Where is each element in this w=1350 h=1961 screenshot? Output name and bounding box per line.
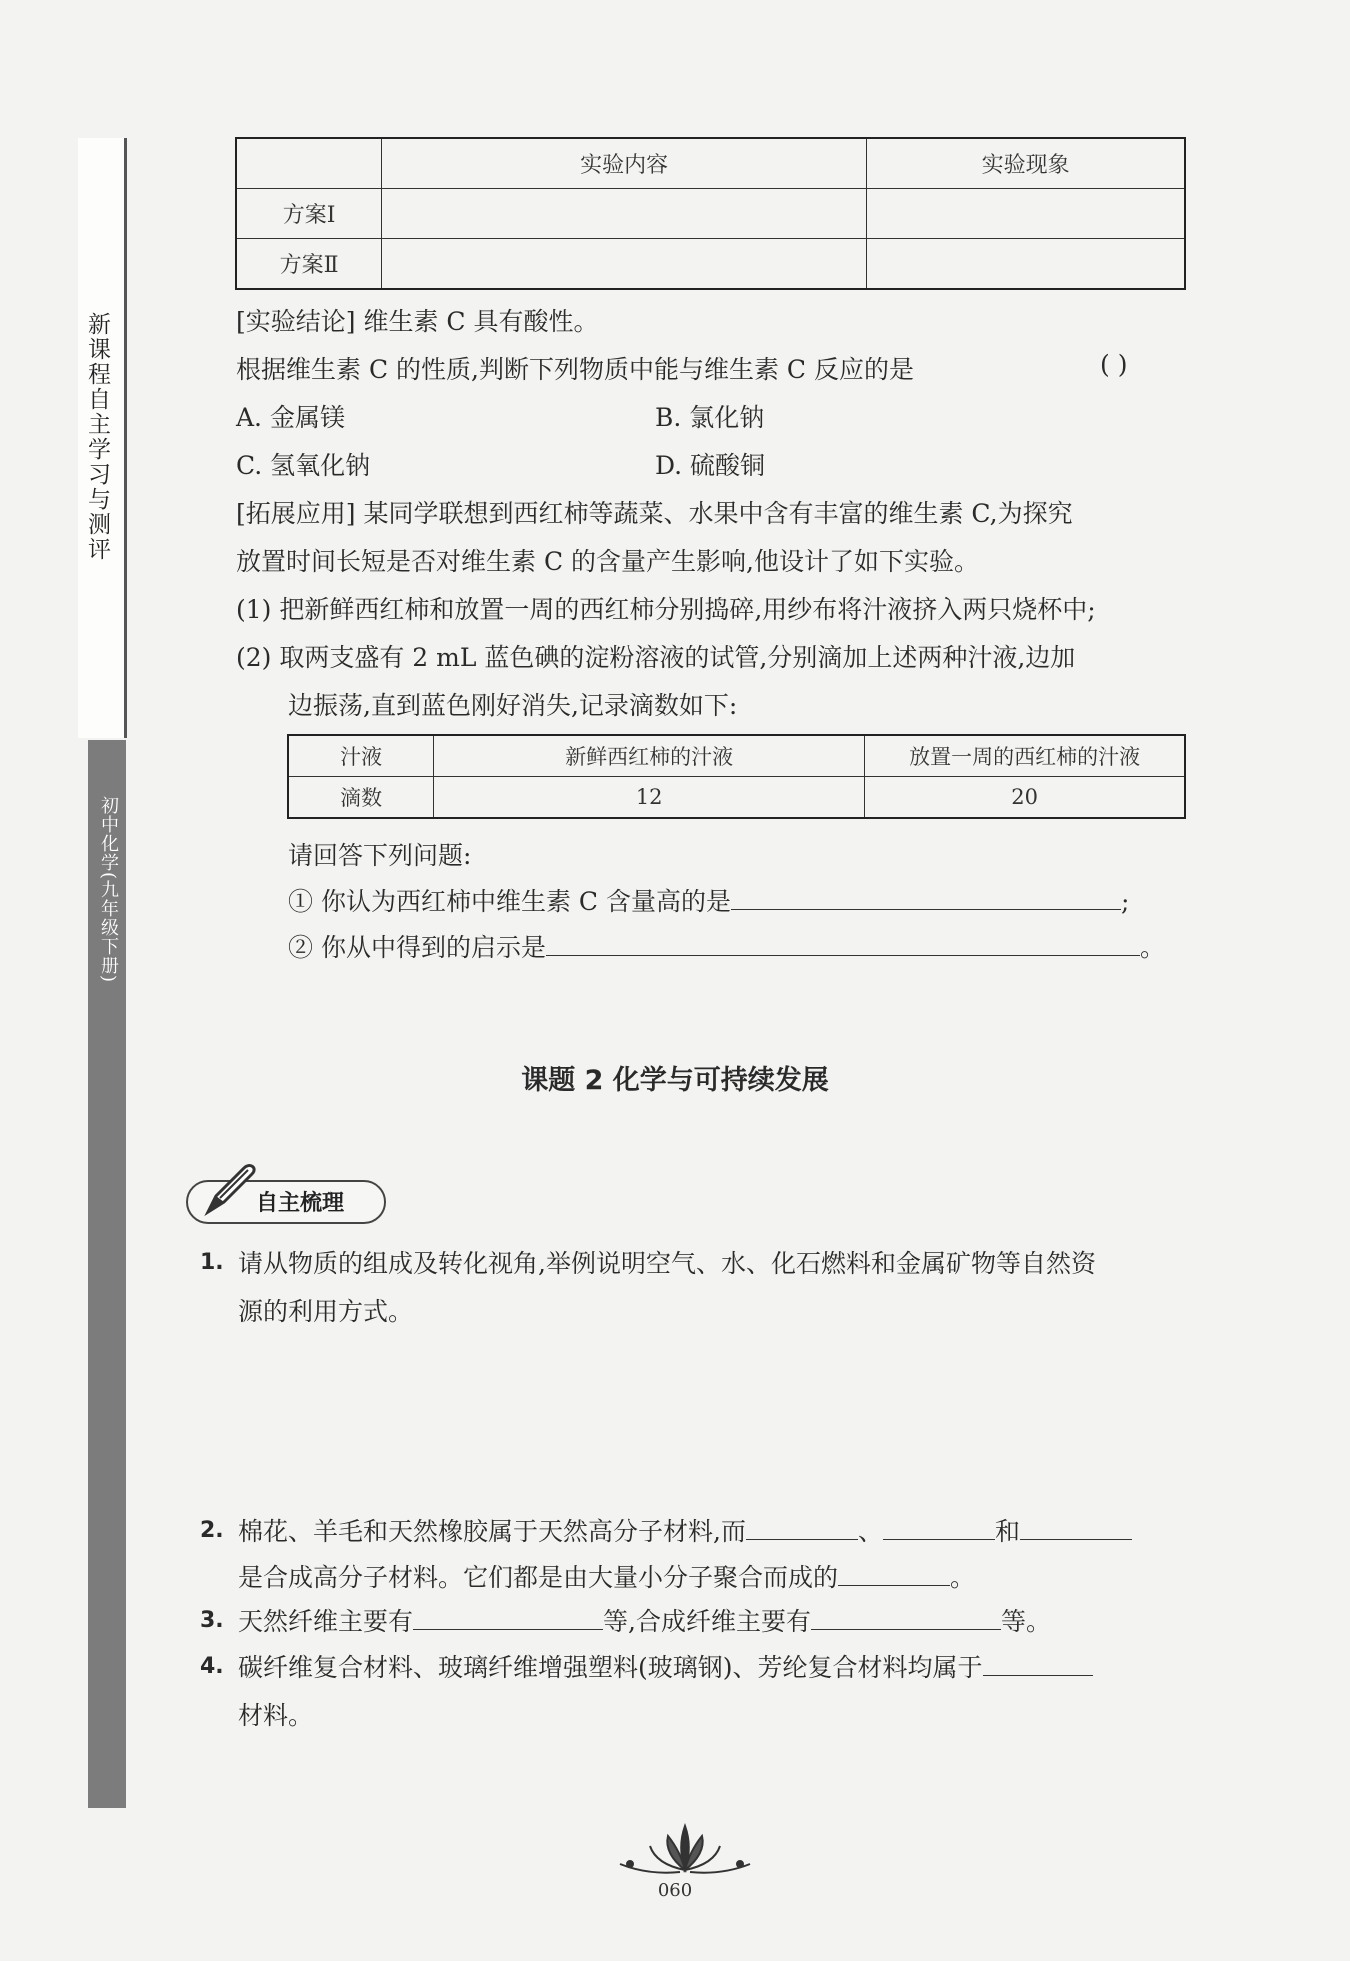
item-3-text-b: 等,合成纤维主要有 [603,1607,811,1636]
table-header-cell: 实验内容 [382,138,867,189]
answer-prompt: 请回答下列问题: [288,841,472,870]
extension-step2a: (2) 取两支盛有 2 mL 蓝色碘的淀粉溶液的试管,分别滴加上述两种汁液,边加 [236,643,1076,672]
sub-question-2 [288,928,1165,964]
item-3-text-a: 天然纤维主要有 [238,1607,414,1636]
table-cell: 滴数 [288,777,434,819]
table-cell: 方案Ⅰ [236,189,382,239]
option-c: C. 氢氧化钠 [236,451,371,480]
table-cell: 12 [434,777,865,819]
extension-step2b: 边振荡,直到蓝色刚好消失,记录滴数如下: [288,691,738,720]
table-cell: 20 [865,777,1185,819]
sub-question-2-text: ② 你从中得到的启示是 [288,933,546,962]
item-number: 3. [200,1608,224,1633]
item-3-line [238,1602,1051,1638]
sub-question-1 [288,882,1129,918]
table-header-row [236,138,1185,189]
answer-blank[interactable] [546,929,1140,956]
answer-blank[interactable] [883,1513,995,1540]
answer-blank[interactable] [983,1649,1093,1676]
item-2-end: 。 [950,1563,976,1592]
table-row [236,239,1185,290]
extension-step1: (1) 把新鲜西红柿和放置一周的西红柿分别捣碎,用纱布将汁液挤入两只烧杯中; [236,595,1096,624]
answer-blank[interactable] [838,1559,950,1586]
table-row [236,189,1185,239]
item-3-number [200,1604,224,1633]
table-cell: 方案Ⅱ [236,239,382,290]
answer-blank[interactable] [811,1603,1001,1630]
answer-blank[interactable] [1020,1513,1132,1540]
book-title: 初中化学(九年级下册) [98,796,119,984]
table-header-row [288,735,1185,777]
series-title: 新课程自主学习与测评 [84,312,110,562]
item-4-text-a: 碳纤维复合材料、玻璃纤维增强塑料(玻璃钢)、芳纶复合材料均属于 [238,1653,983,1682]
answer-blank[interactable] [731,883,1121,910]
floral-ornament-icon [610,1820,760,1878]
item-2-line1 [238,1512,1132,1548]
table-header-cell: 新鲜西红柿的汁液 [434,735,865,777]
extension-line2: 放置时间长短是否对维生素 C 的含量产生影响,他设计了如下实验。 [236,547,979,576]
page-number: 060 [657,1880,693,1901]
item-3-text-c: 等。 [1000,1607,1051,1636]
item-2-number [200,1514,224,1543]
item-2-text-b: 是合成高分子材料。它们都是由大量小分子聚合而成的 [238,1563,839,1592]
table-header-cell: 放置一周的西红柿的汁液 [865,735,1185,777]
lesson-title: 课题 2 化学与可持续发展 [521,1065,829,1096]
section-badge-label: 自主梳理 [256,1191,345,1216]
pen-icon [198,1160,260,1220]
item-number: 2. [200,1518,224,1543]
item-1-line2: 源的利用方式。 [238,1297,414,1326]
sub-question-1-text: ① 你认为西红柿中维生素 C 含量高的是 [288,887,731,916]
answer-paren: ( ) [1100,350,1128,379]
drop-count-table [287,734,1186,819]
sub-question-1-end: ; [1120,887,1130,916]
sub-question-2-end: 。 [1139,933,1165,962]
question-stem: 根据维生素 C 的性质,判断下列物质中能与维生素 C 反应的是 [236,355,914,384]
answer-blank[interactable] [746,1513,858,1540]
conclusion-text: [实验结论] 维生素 C 具有酸性。 [236,307,599,336]
table-cell [867,189,1185,239]
item-4-line2: 材料。 [238,1701,314,1730]
option-a: A. 金属镁 [236,403,345,432]
item-4-number [200,1650,224,1679]
table-header-cell: 实验现象 [867,138,1185,189]
table-row [288,777,1185,819]
table-header-cell [236,138,382,189]
item-2-line2 [238,1558,975,1594]
table-cell [382,239,867,290]
option-b: B. 氯化钠 [655,403,765,432]
item-1-line1: 请从物质的组成及转化视角,举例说明空气、水、化石燃料和金属矿物等自然资 [238,1249,1096,1278]
item-number: 1. [200,1250,224,1275]
extension-line1: [拓展应用] 某同学联想到西红柿等蔬菜、水果中含有丰富的维生素 C,为探究 [236,499,1073,528]
item-1-number [200,1246,224,1275]
item-2-sep: 、 [857,1517,883,1546]
experiment-plan-table [235,137,1186,290]
table-header-cell: 汁液 [288,735,434,777]
item-number: 4. [200,1654,224,1679]
item-2-text-a: 棉花、羊毛和天然橡胶属于天然高分子材料,而 [238,1517,746,1546]
item-4-line1 [238,1648,1093,1684]
option-d: D. 硫酸铜 [655,451,766,480]
table-cell [382,189,867,239]
item-2-and: 和 [994,1517,1020,1546]
answer-blank[interactable] [413,1603,603,1630]
table-cell [867,239,1185,290]
